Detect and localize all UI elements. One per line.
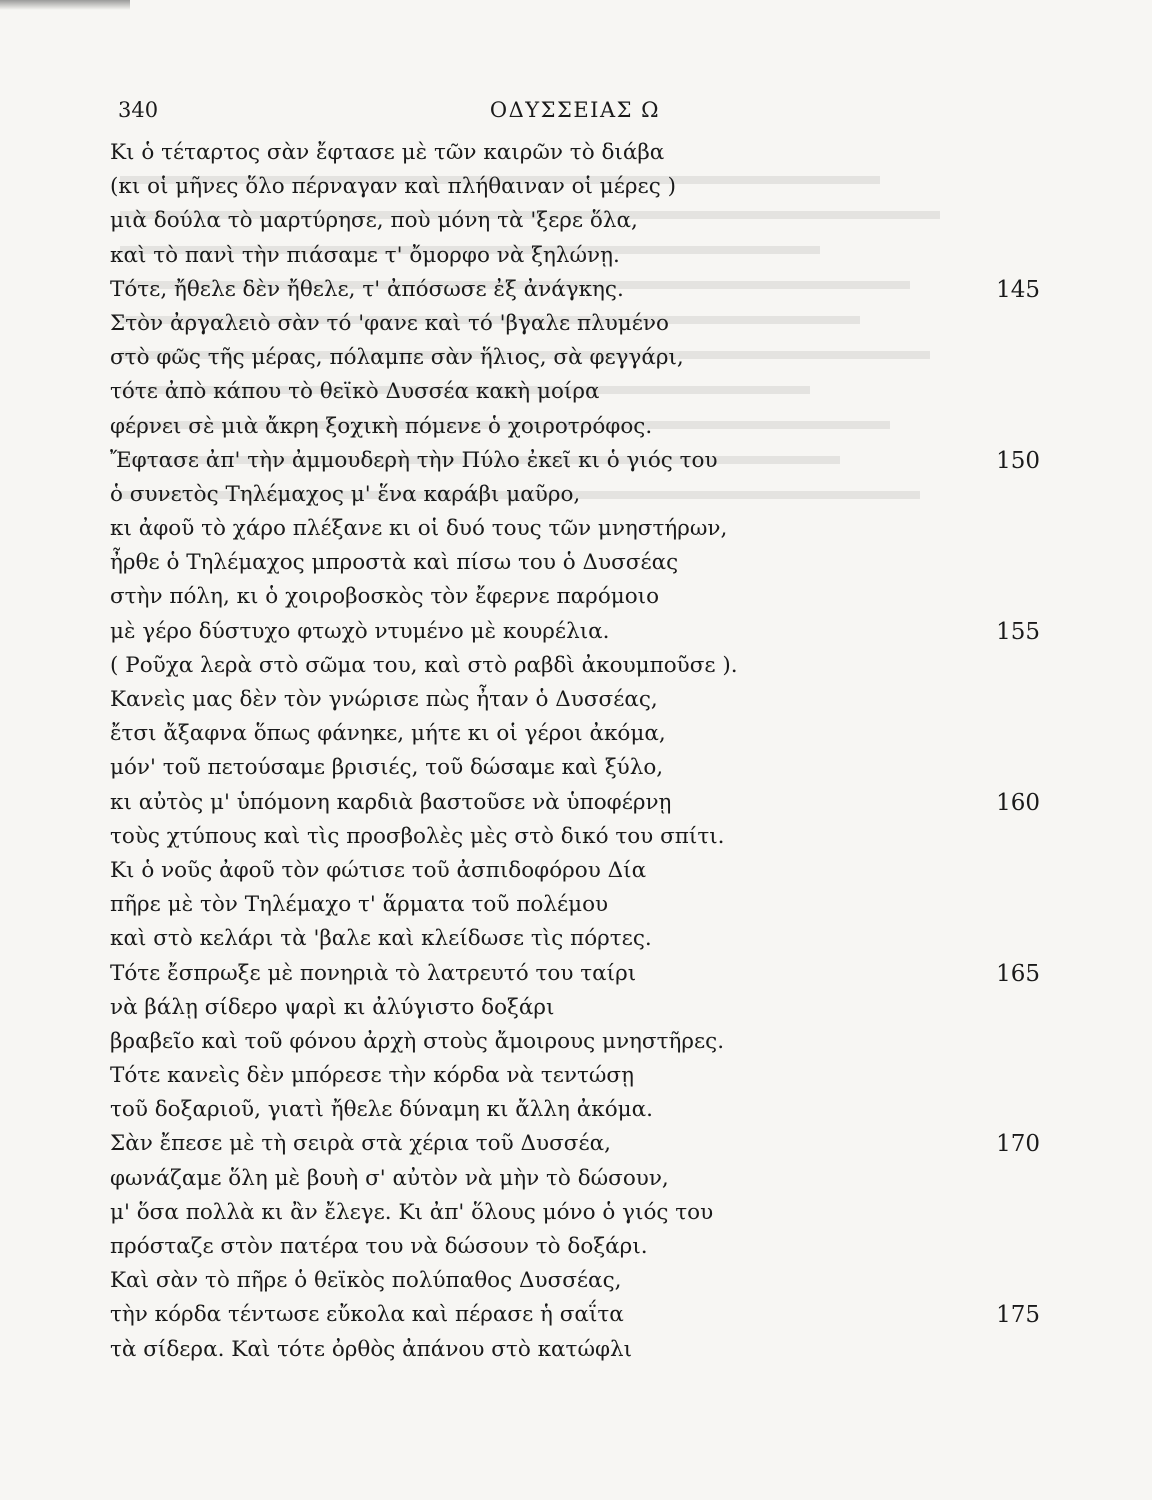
verse-text: Τότε, ἤθελε δὲν ἤθελε, τ' ἀπόσωσε ἐξ ἀνάγκης. <box>110 276 624 302</box>
verse-list <box>110 136 1040 1367</box>
verse-line <box>110 580 1040 614</box>
page-header <box>118 98 1032 128</box>
verse-text: μιὰ δούλα τὸ μαρτύρησε, ποὺ μόνη τὰ 'ξερε ὅλα, <box>110 208 638 234</box>
verse-text: βραβεῖο καὶ τοῦ φόνου ἀρχὴ στοὺς ἄμοιρους μνηστῆρες. <box>110 1028 725 1054</box>
verse-line <box>110 204 1040 238</box>
verse-text: μ' ὅσα πολλὰ κι ἂν ἔλεγε. Κι ἀπ' ὅλους μόνο ὁ γιός του <box>110 1199 714 1225</box>
verse-line <box>110 1298 1040 1332</box>
verse-text: πρόσταζε στὸν πατέρα του νὰ δώσουν τὸ δοξάρι. <box>110 1234 648 1259</box>
verse-line <box>110 717 1040 751</box>
verse-line <box>110 683 1040 717</box>
verse-text: (κι οἱ μῆνες ὅλο πέρναγαν καὶ πλήθαιναν οἱ μέρες ) <box>110 174 676 200</box>
verse-text: καὶ τὸ πανὶ τὴν πιάσαμε τ' ὄμορφο νὰ ξηλώνῃ. <box>110 242 620 268</box>
verse-line <box>110 1127 1040 1161</box>
verse-line <box>110 1059 1040 1093</box>
verse-line <box>110 239 1040 273</box>
verse-line <box>110 1196 1040 1230</box>
line-number: 160 <box>996 789 1040 816</box>
verse-line <box>110 957 1040 991</box>
verse-line <box>110 649 1040 683</box>
verse-text: τότε ἀπὸ κάπου τὸ θεϊκὸ Δυσσέα κακὴ μοίρα <box>110 379 600 405</box>
verse-line <box>110 1025 1040 1059</box>
scan-shadow <box>0 0 130 10</box>
verse-line <box>110 546 1040 580</box>
verse-text: φωνάζαμε ὅλη μὲ βουὴ σ' αὐτὸν νὰ μὴν τὸ δώσουν, <box>110 1165 669 1191</box>
verse-line <box>110 1230 1040 1264</box>
verse-line <box>110 307 1040 341</box>
verse-text: μὲ γέρο δύστυχο φτωχὸ ντυμένο μὲ κουρέλια. <box>110 618 610 644</box>
verse-line <box>110 1333 1040 1367</box>
verse-text: Κι ὁ νοῦς ἀφοῦ τὸν φώτισε τοῦ ἀσπιδοφόρου Δία <box>110 857 647 883</box>
verse-text: τὴν κόρδα τέντωσε εὔκολα καὶ πέρασε ἡ σαΐτα <box>110 1302 624 1328</box>
verse-text: τὰ σίδερα. Καὶ τότε ὀρθὸς ἀπάνου στὸ κατώφλι <box>110 1336 633 1362</box>
verse-line <box>110 615 1040 649</box>
verse-text: Ἔφτασε ἀπ' τὴν ἀμμουδερὴ τὴν Πύλο ἐκεῖ κι ὁ γιός του <box>110 447 718 473</box>
verse-line <box>110 170 1040 204</box>
running-title: ΟΔΥΣΣΕΙΑΣ Ω <box>489 98 661 122</box>
verse-text: Σὰν ἔπεσε μὲ τὴ σειρὰ στὰ χέρια τοῦ Δυσσέα, <box>110 1131 611 1157</box>
verse-text: νὰ βάλῃ σίδερο ψαρὶ κι ἀλύγιστο δοξάρι <box>110 994 555 1020</box>
verse-line <box>110 478 1040 512</box>
verse-line <box>110 273 1040 307</box>
verse-text: τοῦ δοξαριοῦ, γιατὶ ἤθελε δύναμη κι ἄλλη ἀκόμα. <box>110 1097 653 1123</box>
verse-line <box>110 1162 1040 1196</box>
verse-text: ἦρθε ὁ Τηλέμαχος μπροστὰ καὶ πίσω του ὁ Δυσσέας <box>110 550 679 576</box>
verse-text: Τότε κανεὶς δὲν μπόρεσε τὴν κόρδα νὰ τεντώσῃ <box>110 1063 634 1089</box>
verse-line <box>110 136 1040 170</box>
verse-line <box>110 820 1040 854</box>
verse-text: ( Ροῦχα λερὰ στὸ σῶμα του, καὶ στὸ ραβδὶ ἀκουμποῦσε ). <box>110 652 738 678</box>
verse-text: φέρνει σὲ μιὰ ἄκρη ξοχικὴ πόμενε ὁ χοιροτρόφος. <box>110 413 653 439</box>
verse-text: καὶ στὸ κελάρι τὰ 'βαλε καὶ κλείδωσε τὶς πόρτες. <box>110 926 652 952</box>
verse-line <box>110 410 1040 444</box>
line-number: 165 <box>996 960 1040 987</box>
verse-text: Κανεὶς μας δὲν τὸν γνώρισε πὼς ἦταν ὁ Δυσσέας, <box>110 687 658 712</box>
line-number: 175 <box>996 1302 1040 1329</box>
verse-line <box>110 444 1040 478</box>
verse-text: κι ἀφοῦ τὸ χάρο πλέξανε κι οἱ δυό τους τῶν μνηστήρων, <box>110 516 728 542</box>
verse-text: Κι ὁ τέταρτος σὰν ἔφτασε μὲ τῶν καιρῶν τὸ διάβα <box>110 140 665 165</box>
verse-text: Στὸν ἀργαλειὸ σὰν τό 'φανε καὶ τό 'βγαλε πλυμένο <box>110 310 669 336</box>
verse-line <box>110 341 1040 375</box>
line-number: 150 <box>996 447 1040 474</box>
page-number: 340 <box>118 98 159 122</box>
verse-line <box>110 751 1040 785</box>
verse-line <box>110 991 1040 1025</box>
verse-line <box>110 375 1040 409</box>
verse-text: ἔτσι ἄξαφνα ὅπως φάνηκε, μήτε κι οἱ γέροι ἀκόμα, <box>110 721 666 747</box>
verse-text: ὁ συνετὸς Τηλέμαχος μ' ἕνα καράβι μαῦρο, <box>110 481 581 507</box>
verse-text: τοὺς χτύπους καὶ τὶς προσβολὲς μὲς στὸ δικό του σπίτι. <box>110 823 725 849</box>
line-number: 155 <box>996 618 1040 645</box>
line-number: 145 <box>996 276 1040 303</box>
verse-text: Τότε ἔσπρωξε μὲ πονηριὰ τὸ λατρευτό του ταίρι <box>110 960 637 986</box>
verse-text: κι αὐτὸς μ' ὑπόμονη καρδιὰ βαστοῦσε νὰ ὑποφέρνῃ <box>110 789 672 815</box>
verse-line <box>110 1264 1040 1298</box>
verse-line <box>110 922 1040 956</box>
verse-line <box>110 854 1040 888</box>
verse-text: στὴν πόλη, κι ὁ χοιροβοσκὸς τὸν ἔφερνε παρόμοιο <box>110 584 660 610</box>
line-number: 170 <box>996 1131 1040 1158</box>
verse-text: μόν' τοῦ πετούσαμε βρισιές, τοῦ δώσαμε καὶ ξύλο, <box>110 755 664 781</box>
verse-line <box>110 1093 1040 1127</box>
verse-line <box>110 888 1040 922</box>
verse-text: πῆρε μὲ τὸν Τηλέμαχο τ' ἅρματα τοῦ πολέμου <box>110 892 609 918</box>
verse-line <box>110 786 1040 820</box>
verse-text: Καὶ σὰν τὸ πῆρε ὁ θεϊκὸς πολύπαθος Δυσσέας, <box>110 1268 622 1294</box>
verse-line <box>110 512 1040 546</box>
verse-text: στὸ φῶς τῆς μέρας, πόλαμπε σὰν ἥλιος, σὰ φεγγάρι, <box>110 345 684 371</box>
